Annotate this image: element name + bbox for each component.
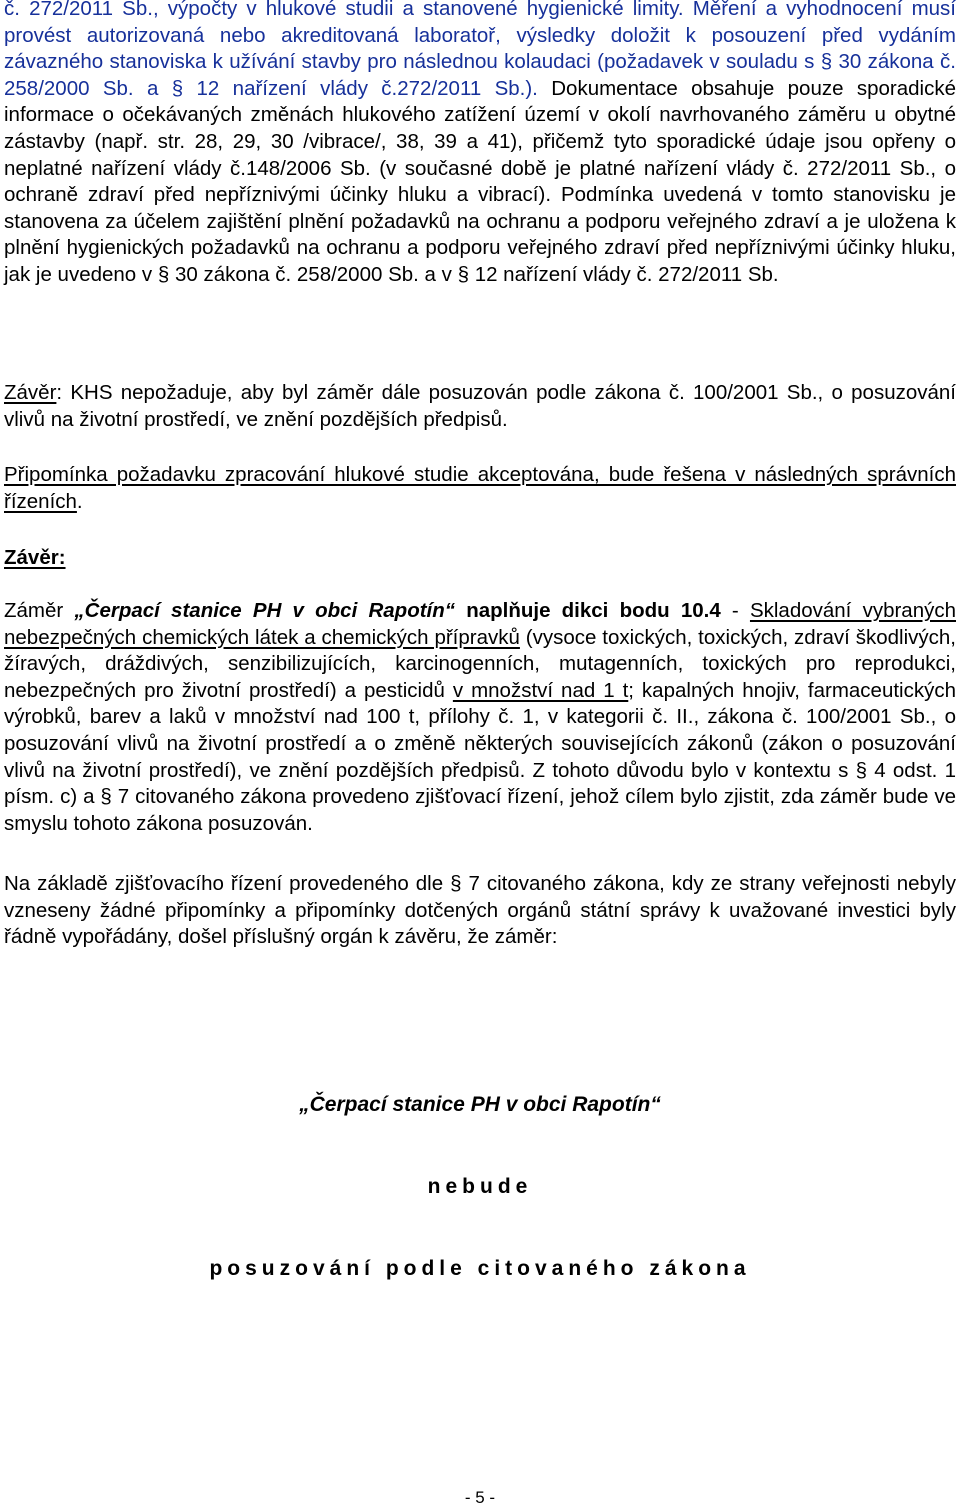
conclusion-project-name: „Čerpací stanice PH v obci Rapotín“ xyxy=(299,1093,661,1116)
quantity-threshold-text: v množství nad 1 t xyxy=(452,678,629,702)
paragraph-project-classification xyxy=(4,598,956,837)
page-number: - 5 - xyxy=(464,1488,496,1507)
remark-accepted-text: Připomínka požadavku zpracování hlukové studie akceptována, bude řešena v následných správních řízeních xyxy=(4,463,956,513)
paragraph-noise-requirements xyxy=(4,0,956,289)
classification-rest-text: ; kapalných hnojiv, farmaceutických výrobků, barev a laků v množství nad 100 t, přílohy č. 1, v kategorii č. II., zákona č. 100/2001 Sb., o posuzování vlivů na životní prostředí a o změně některých souvisejících zákonů (zákon o posuzování vlivů na životní prostředí), ve znění pozdějších předpisů. Z tohoto důvodu bylo v kontextu s § 4 odst. 1 písm. c) a § 7 citovaného zákona provedeno zjišťovací řízení, jehož cílem bylo zjistit, zda záměr bude ve smyslu tohoto zákona posuzován. xyxy=(4,678,957,835)
conclusion-heading xyxy=(4,545,956,572)
documentation-note-text: Dokumentace obsahuje pouze sporadické informace o očekávaných změnách hlukového zatížení území v okolí navrhovaného záměru u obytné zástavby (např. str. 28, 29, 30 /vibrace/, 38, 39 a 41), přičemž tyto sporadické údaje jsou opřeny o neplatné nařízení vlády č.148/2006 Sb. (v současné době je platné nařízení vlády č. 272/2011 Sb., o ochraně zdraví před nepříznivými účinky hluku a vibrací). xyxy=(4,76,957,207)
conclusion-heading-text: Závěr: xyxy=(4,546,66,569)
project-intro: Záměr xyxy=(4,599,75,622)
remark-end: . xyxy=(76,489,83,513)
chemicals-list-text: (vysoce toxických, toxických, zdraví škodlivých, žíravých, dráždivých, senzibilizujících, karcinogenních, mutagenních, toxických pro reprodukci, nebezpečných pro životní prostředí) a pesticidů xyxy=(4,625,957,702)
project-name: „Čerpací stanice PH v obci Rapotín“ xyxy=(74,599,456,622)
conclusion-phrase: posuzování podle citovaného zákona xyxy=(209,1257,751,1280)
condition-text: Podmínka uvedená v tomto stanovisku je stanovena za účelem zajištění plnění požadavků na ochranu a podporu veřejného zdraví a je uložena k plnění hygienických požadavků na ochranu a podporu veřejného zdraví před nepříznivými účinky hluku, jak je uvedeno v § 30 zákona č. 258/2000 Sb. a v § 12 nařízení vlády č. 272/2011 Sb. xyxy=(4,183,956,286)
project-verdict: naplňuje dikci bodu 10.4 xyxy=(455,599,721,622)
dash: - xyxy=(720,599,750,622)
paragraph-remark-accepted xyxy=(4,462,956,515)
paragraph-khs-conclusion xyxy=(4,380,956,433)
conclusion-nebude: nebude xyxy=(427,1175,533,1198)
screening-result-text: Na základě zjišťovacího řízení provedeného dle § 7 citovaného zákona, kdy ze strany veřejnosti nebyly vzneseny žádné připomínky a připomínky dotčených orgánů státní správy k uvažované investici byly řádně vypořádány, došel příslušný orgán k závěru, že záměr: xyxy=(4,872,956,949)
conclusion-label: Závěr xyxy=(4,381,57,404)
khs-conclusion-text: : KHS nepožaduje, aby byl záměr dále posuzován podle zákona č. 100/2001 Sb., o posuzování vlivů na životní prostředí, ve znění pozdějších předpisů. xyxy=(4,381,956,431)
paragraph-screening-result xyxy=(4,871,956,951)
storage-category-text: Skladování vybraných nebezpečných chemických látek a chemických přípravků xyxy=(4,599,956,649)
noise-requirement-text: č. 272/2011 Sb., výpočty v hlukové studii a stanovené hygienické limity. Měření a vyhodnocení musí provést autorizovaná nebo akreditovaná laboratoř, výsledky doložit k posouzení před vydáním závazného stanoviska k užívání stavby pro následnou kolaudaci (požadavek v souladu s § 30 zákona č. 258/2000 Sb. a § 12 nařízení vlády č.272/2011 Sb.). xyxy=(4,0,956,100)
